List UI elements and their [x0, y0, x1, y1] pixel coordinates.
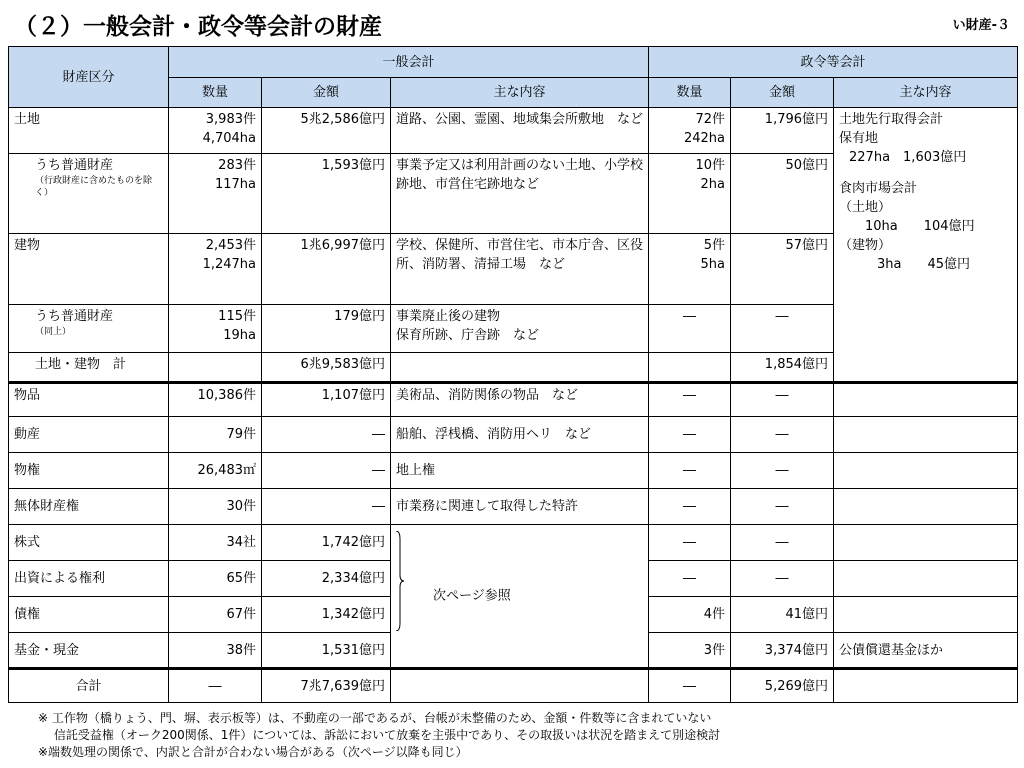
- row-label-intangible: 無体財産権: [9, 489, 169, 525]
- cell-seirei-qty: ―: [649, 561, 731, 597]
- cell-amount: ―: [262, 489, 391, 525]
- cell-qty: 79件: [169, 417, 262, 453]
- header-general-amount: 金額: [262, 78, 391, 108]
- qty-count: 5件: [703, 238, 726, 253]
- row-label-stocks: 株式: [9, 525, 169, 561]
- cell-content: 事業予定又は利用計画のない土地、小学校跡地、市営住宅跡地など: [391, 154, 649, 234]
- qty-count: 2,453件: [205, 238, 256, 253]
- seirei-detail-line: 3ha 45億円: [877, 257, 971, 272]
- cell-seirei-qty: 4件: [649, 597, 731, 633]
- cell-seirei-amount: 1,854億円: [731, 353, 834, 383]
- cell-seirei-content: [834, 489, 1018, 525]
- cell-amount: 1,107億円: [262, 383, 391, 417]
- table-row: [9, 383, 1018, 417]
- row-label-land-sub: [9, 154, 169, 234]
- seirei-detail-line: （土地）: [839, 200, 892, 215]
- qty-count: 3,983件: [205, 112, 256, 127]
- cell-seirei-detail: [834, 108, 1018, 383]
- cell-content: [391, 305, 649, 353]
- cell-qty: [169, 353, 262, 383]
- qty-count: 283件: [218, 158, 256, 173]
- header-general-account: 一般会計: [169, 47, 649, 78]
- table-row: [9, 417, 1018, 453]
- cell-seirei-amount: ―: [731, 453, 834, 489]
- cell-qty: 26,483㎡: [169, 453, 262, 489]
- header-seirei-content: 主な内容: [834, 78, 1018, 108]
- row-label-building: 建物: [9, 234, 169, 305]
- cell-qty: 67件: [169, 597, 262, 633]
- cell-amount: 179億円: [262, 305, 391, 353]
- cell-amount: 1,531億円: [262, 633, 391, 669]
- cell-seirei-amount: 5,269億円: [731, 669, 834, 703]
- header-seirei-account: 政令等会計: [649, 47, 1018, 78]
- cell-content: 学校、保健所、市営住宅、市本庁舎、区役所、消防署、清掃工場 など: [391, 234, 649, 305]
- row-label-goods: 物品: [9, 383, 169, 417]
- header-seirei-amount: 金額: [731, 78, 834, 108]
- cell-qty: [169, 154, 262, 234]
- cell-seirei-qty: [649, 154, 731, 234]
- row-label-property-rights: 物権: [9, 453, 169, 489]
- table-row-total: [9, 669, 1018, 703]
- cell-seirei-qty: ―: [649, 489, 731, 525]
- header-general-qty: 数量: [169, 78, 262, 108]
- assets-table: [8, 46, 1018, 703]
- qty-area: 4,704ha: [202, 131, 256, 146]
- seirei-detail-line: 食肉市場会計: [839, 181, 918, 196]
- cell-amount: 5兆2,586億円: [262, 108, 391, 154]
- seirei-detail-line: 227ha 1,603億円: [849, 150, 967, 165]
- cell-seirei-qty: [649, 108, 731, 154]
- cell-qty: ―: [169, 669, 262, 703]
- cell-seirei-qty: [649, 353, 731, 383]
- seirei-detail-line: 土地先行取得会計: [839, 112, 944, 127]
- qty-area: 1,247ha: [202, 257, 256, 272]
- cell-content: 船舶、浮桟橋、消防用ヘリ など: [391, 417, 649, 453]
- cell-seirei-content: [834, 383, 1018, 417]
- cell-seirei-content: 公債償還基金ほか: [834, 633, 1018, 669]
- cell-seirei-qty: 3件: [649, 633, 731, 669]
- cell-seirei-amount: 3,374億円: [731, 633, 834, 669]
- cell-amount: 6兆9,583億円: [262, 353, 391, 383]
- footnote: 信託受益権（オーク200関係、1件）については、訴訟において放棄を主張中であり、その取扱いは状況を踏まえて別途検討: [38, 728, 721, 742]
- cell-amount: 1,342億円: [262, 597, 391, 633]
- seirei-detail-line: 保有地: [839, 131, 879, 146]
- cell-seirei-amount: 41億円: [731, 597, 834, 633]
- cell-seirei-content: [834, 597, 1018, 633]
- page-reference: い財産-３: [952, 18, 1010, 33]
- footnote: ※ 工作物（橋りょう、門、塀、表示板等）は、不動産の一部であるが、台帳が未整備のため、金額・件数等に含まれていない: [38, 711, 712, 725]
- cell-qty: [169, 108, 262, 154]
- row-label-movables: 動産: [9, 417, 169, 453]
- cell-seirei-amount: ―: [731, 417, 834, 453]
- cell-seirei-content: [834, 669, 1018, 703]
- qty-area: 19ha: [223, 328, 256, 343]
- cell-content: [391, 669, 649, 703]
- page-title: （２）一般会計・政令等会計の財産: [14, 14, 382, 40]
- seirei-detail-line: 10ha 104億円: [865, 219, 975, 234]
- row-label-land: 土地: [9, 108, 169, 154]
- row-label-total: 合計: [9, 669, 169, 703]
- header-general-content: 主な内容: [391, 78, 649, 108]
- cell-seirei-amount: ―: [731, 489, 834, 525]
- row-label-land-building-total: 土地・建物 計: [9, 353, 169, 383]
- cell-qty: 34社: [169, 525, 262, 561]
- cell-qty: [169, 234, 262, 305]
- cell-amount: 7兆7,639億円: [262, 669, 391, 703]
- qty-area: 117ha: [214, 177, 256, 192]
- cell-seirei-amount: 50億円: [731, 154, 834, 234]
- cell-amount: 1,593億円: [262, 154, 391, 234]
- cell-seirei-qty: ―: [649, 525, 731, 561]
- row-label-funds: 基金・現金: [9, 633, 169, 669]
- table-row: [9, 525, 1018, 561]
- cell-qty: 38件: [169, 633, 262, 669]
- cell-content: 地上権: [391, 453, 649, 489]
- cell-seirei-qty: ―: [649, 383, 731, 417]
- qty-area: 2ha: [700, 177, 726, 192]
- cell-seirei-qty: ―: [649, 669, 731, 703]
- cell-qty: [169, 305, 262, 353]
- row-label-text: うち普通財産: [35, 309, 114, 324]
- cell-seirei-content: [834, 525, 1018, 561]
- cell-seirei-amount: ―: [731, 383, 834, 417]
- cell-amount: 1,742億円: [262, 525, 391, 561]
- qty-count: 115件: [218, 309, 256, 324]
- row-label-note: （行政財産に含めたものを除く）: [35, 176, 153, 198]
- cell-seirei-content: [834, 453, 1018, 489]
- cell-content-grouped: [391, 525, 649, 669]
- cell-seirei-amount: ―: [731, 561, 834, 597]
- cell-seirei-amount: ―: [731, 525, 834, 561]
- cell-seirei-content: [834, 561, 1018, 597]
- qty-count: 72件: [695, 112, 726, 127]
- cell-seirei-amount: 1,796億円: [731, 108, 834, 154]
- cell-content: 美術品、消防関係の物品 など: [391, 383, 649, 417]
- cell-qty: 10,386件: [169, 383, 262, 417]
- qty-area: 5ha: [700, 257, 726, 272]
- qty-area: 242ha: [683, 131, 726, 146]
- row-label-note: （同上）: [35, 327, 72, 337]
- cell-seirei-qty: ―: [649, 453, 731, 489]
- footnotes: [38, 710, 720, 761]
- cell-seirei-qty: ―: [649, 305, 731, 353]
- cell-amount: 1兆6,997億円: [262, 234, 391, 305]
- table-row: [9, 108, 1018, 154]
- cell-content: 市業務に関連して取得した特許: [391, 489, 649, 525]
- cell-seirei-amount: ―: [731, 305, 834, 353]
- cell-qty: 65件: [169, 561, 262, 597]
- content-line: 保育所跡、庁舎跡 など: [396, 328, 540, 343]
- table-row: [9, 489, 1018, 525]
- cell-amount: 2,334億円: [262, 561, 391, 597]
- next-page-reference: 次ページ参照: [433, 588, 511, 604]
- cell-content: 道路、公園、霊園、地域集会所敷地 など: [391, 108, 649, 154]
- row-label-building-sub: [9, 305, 169, 353]
- cell-seirei-qty: ―: [649, 417, 731, 453]
- row-label-text: うち普通財産: [35, 158, 114, 173]
- cell-amount: ―: [262, 453, 391, 489]
- brace-icon: [395, 531, 405, 631]
- cell-content: [391, 353, 649, 383]
- content-line: 事業廃止後の建物: [396, 309, 501, 324]
- row-label-bonds: 債権: [9, 597, 169, 633]
- cell-seirei-qty: [649, 234, 731, 305]
- qty-count: 10件: [695, 158, 726, 173]
- footnote: ※端数処理の関係で、内訳と合計が合わない場合がある（次ページ以降も同じ）: [38, 745, 468, 759]
- table-row: [9, 453, 1018, 489]
- cell-seirei-content: [834, 417, 1018, 453]
- seirei-detail-line: （建物）: [839, 238, 892, 253]
- cell-qty: 30件: [169, 489, 262, 525]
- row-label-investment: 出資による権利: [9, 561, 169, 597]
- header-category: 財産区分: [9, 47, 169, 108]
- cell-seirei-amount: 57億円: [731, 234, 834, 305]
- header-seirei-qty: 数量: [649, 78, 731, 108]
- cell-amount: ―: [262, 417, 391, 453]
